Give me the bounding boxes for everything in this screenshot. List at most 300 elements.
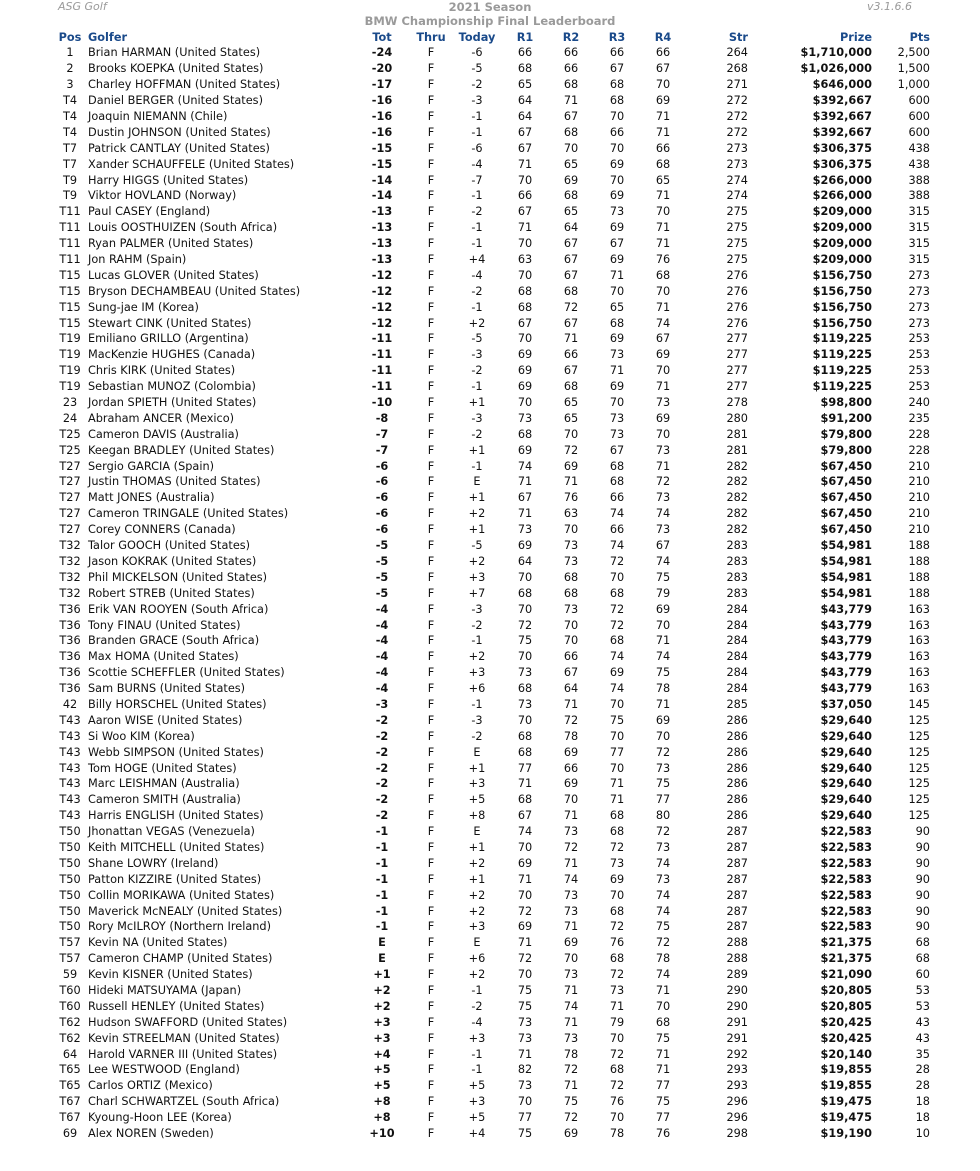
cell-tot: -13 (371, 221, 393, 235)
cell-today: -1 (471, 189, 483, 203)
cell-prize: $156,750 (812, 268, 872, 282)
cell-tot: -5 (375, 570, 389, 584)
cell-r4: 66 (655, 46, 671, 60)
cell-r3: 70 (609, 697, 625, 711)
cell-tot: +1 (373, 968, 391, 982)
cell-today: -2 (471, 618, 483, 632)
cell-r2: 70 (563, 952, 579, 966)
cell-pts: 600 (908, 110, 930, 123)
cell-str: 281 (726, 427, 748, 441)
cell-golfer: Marc LEISHMAN (Australia) (88, 777, 240, 791)
col-pts: Pts (909, 30, 930, 44)
cell-r1: 70 (517, 570, 533, 584)
col-tot: Tot (372, 30, 392, 44)
cell-r2: 68 (563, 570, 579, 584)
cell-pts: 210 (908, 507, 930, 521)
cell-str: 291 (726, 1015, 748, 1029)
leaderboard-body (56, 45, 930, 1141)
cell-pts: 18 (915, 1111, 930, 1125)
cell-r1: 68 (517, 284, 533, 298)
cell-golfer: Patrick CANTLAY (United States) (88, 141, 270, 155)
table-row (56, 172, 930, 188)
cell-prize: $646,000 (812, 78, 872, 92)
table-row (56, 935, 930, 951)
table-row (56, 681, 930, 697)
cell-r2: 74 (563, 872, 579, 886)
cell-r1: 69 (517, 380, 533, 394)
cell-r3: 66 (609, 491, 625, 505)
cell-today: -2 (471, 284, 483, 298)
cell-tot: -13 (371, 253, 393, 267)
cell-pts: 90 (915, 888, 930, 902)
cell-r2: 67 (563, 268, 579, 282)
cell-str: 282 (726, 475, 748, 489)
cell-prize: $22,583 (820, 888, 872, 902)
cell-thru: F (427, 539, 435, 553)
cell-r2: 67 (563, 237, 579, 251)
col-str: Str (728, 30, 748, 44)
cell-pos: T27 (59, 475, 81, 489)
cell-prize: $19,855 (820, 1063, 872, 1077)
cell-thru: F (427, 1015, 435, 1029)
table-row (56, 61, 930, 77)
cell-r4: 71 (655, 110, 671, 123)
cell-r4: 75 (655, 920, 671, 934)
cell-pos: T32 (59, 570, 81, 584)
cell-today: +3 (468, 1031, 486, 1045)
cell-r3: 69 (609, 189, 625, 203)
cell-r4: 75 (655, 1031, 671, 1045)
cell-today: +8 (468, 809, 486, 823)
cell-prize: $119,225 (812, 364, 872, 378)
cell-r1: 67 (517, 316, 533, 330)
cell-pos: T27 (59, 523, 81, 537)
cell-thru: F (427, 761, 435, 775)
cell-str: 287 (726, 904, 748, 918)
cell-tot: -5 (375, 539, 389, 553)
cell-r4: 78 (655, 952, 671, 966)
cell-today: -2 (471, 999, 483, 1013)
cell-r2: 74 (563, 999, 579, 1013)
cell-today: +6 (468, 952, 486, 966)
cell-r1: 70 (517, 713, 533, 727)
cell-r4: 71 (655, 983, 671, 997)
cell-thru: F (427, 1063, 435, 1077)
cell-thru: F (427, 475, 435, 489)
cell-r2: 66 (563, 46, 579, 60)
cell-r4: 67 (655, 332, 671, 346)
table-row (56, 140, 930, 156)
cell-str: 286 (726, 745, 748, 759)
cell-tot: -2 (375, 809, 389, 823)
cell-today: -6 (471, 141, 483, 155)
cell-thru: F (427, 205, 435, 219)
table-row (56, 331, 930, 347)
cell-golfer: Chris KIRK (United States) (88, 364, 236, 378)
cell-pts: 210 (908, 491, 930, 505)
cell-tot: -6 (375, 475, 389, 489)
cell-pos: 1 (66, 46, 74, 60)
cell-r1: 70 (517, 968, 533, 982)
cell-thru: F (427, 983, 435, 997)
cell-thru: F (427, 729, 435, 743)
cell-r3: 76 (609, 1095, 625, 1109)
cell-pos: T7 (62, 157, 78, 171)
table-row (56, 760, 930, 776)
cell-r1: 69 (517, 856, 533, 870)
col-thru: Thru (416, 30, 446, 44)
leaderboard-table (56, 29, 930, 1141)
cell-r4: 72 (655, 475, 671, 489)
cell-golfer: Jhonattan VEGAS (Venezuela) (88, 825, 255, 839)
cell-r4: 76 (655, 1127, 671, 1140)
cell-r1: 72 (517, 904, 533, 918)
cell-thru: F (427, 1031, 435, 1045)
cell-today: -1 (471, 634, 483, 648)
cell-r3: 65 (609, 300, 625, 314)
cell-r3: 72 (609, 602, 625, 616)
cell-pts: 163 (908, 666, 930, 680)
cell-pos: T19 (59, 332, 81, 346)
cell-golfer: Cameron SMITH (Australia) (88, 793, 241, 807)
cell-r1: 67 (517, 809, 533, 823)
cell-r2: 72 (563, 840, 579, 854)
table-row (56, 887, 930, 903)
cell-today: -3 (471, 713, 483, 727)
cell-today: -3 (471, 602, 483, 616)
cell-tot: +2 (373, 983, 391, 997)
cell-pos: T50 (59, 825, 81, 839)
cell-tot: +3 (373, 1031, 391, 1045)
cell-pos: T15 (59, 316, 81, 330)
cell-r1: 64 (517, 554, 533, 568)
cell-prize: $54,981 (820, 539, 872, 553)
cell-r3: 70 (609, 173, 625, 187)
cell-prize: $22,583 (820, 904, 872, 918)
cell-r4: 70 (655, 78, 671, 92)
cell-str: 282 (726, 523, 748, 537)
cell-r1: 73 (517, 1031, 533, 1045)
cell-r1: 77 (517, 1111, 533, 1125)
cell-r3: 70 (609, 761, 625, 775)
cell-pts: 28 (915, 1079, 930, 1093)
cell-r1: 71 (517, 475, 533, 489)
cell-r3: 72 (609, 618, 625, 632)
cell-tot: -2 (375, 745, 389, 759)
cell-tot: -4 (375, 602, 389, 616)
cell-r4: 76 (655, 253, 671, 267)
cell-r1: 65 (517, 78, 533, 92)
cell-pts: 210 (908, 523, 930, 537)
cell-today: -5 (471, 539, 483, 553)
cell-r1: 70 (517, 268, 533, 282)
cell-today: +2 (468, 507, 486, 521)
cell-tot: -15 (371, 141, 393, 155)
cell-r2: 73 (563, 904, 579, 918)
cell-r1: 70 (517, 650, 533, 664)
table-row (56, 379, 930, 395)
cell-r4: 74 (655, 316, 671, 330)
cell-today: +2 (468, 554, 486, 568)
cell-pts: 228 (908, 427, 930, 441)
table-row (56, 983, 930, 999)
cell-tot: -11 (371, 380, 393, 394)
cell-r4: 70 (655, 618, 671, 632)
cell-r1: 68 (517, 427, 533, 441)
cell-pts: 253 (908, 364, 930, 378)
cell-golfer: Harold VARNER III (United States) (88, 1047, 278, 1061)
cell-str: 284 (726, 634, 748, 648)
cell-r2: 71 (563, 475, 579, 489)
cell-thru: F (427, 459, 435, 473)
cell-r2: 71 (563, 856, 579, 870)
cell-pos: T25 (59, 443, 81, 457)
cell-pts: 43 (915, 1031, 930, 1045)
cell-prize: $22,583 (820, 872, 872, 886)
cell-pos: T19 (59, 348, 81, 362)
cell-tot: +8 (373, 1111, 391, 1125)
cell-prize: $67,450 (820, 475, 872, 489)
cell-prize: $67,450 (820, 523, 872, 537)
cell-r4: 70 (655, 284, 671, 298)
cell-r3: 70 (609, 110, 625, 123)
cell-today: +2 (468, 316, 486, 330)
table-row (56, 712, 930, 728)
cell-today: +2 (468, 968, 486, 982)
cell-thru: F (427, 141, 435, 155)
cell-thru: F (427, 332, 435, 346)
cell-str: 284 (726, 650, 748, 664)
table-row (56, 45, 930, 61)
cell-r2: 68 (563, 586, 579, 600)
cell-pts: 600 (908, 94, 930, 108)
cell-tot: -13 (371, 205, 393, 219)
cell-r3: 71 (609, 364, 625, 378)
table-row (56, 1110, 930, 1126)
cell-thru: F (427, 253, 435, 267)
cell-thru: F (427, 125, 435, 139)
cell-prize: $79,800 (820, 443, 872, 457)
cell-r3: 68 (609, 825, 625, 839)
cell-r3: 70 (609, 1031, 625, 1045)
cell-today: +7 (468, 586, 486, 600)
app-name: ASG Golf (58, 0, 107, 13)
cell-golfer: Cameron TRINGALE (United States) (88, 507, 289, 521)
cell-r4: 68 (655, 1015, 671, 1029)
cell-golfer: Daniel BERGER (United States) (88, 94, 263, 108)
cell-golfer: Justin THOMAS (United States) (88, 475, 261, 489)
cell-r3: 79 (609, 1015, 625, 1029)
cell-r2: 67 (563, 253, 579, 267)
cell-prize: $21,090 (820, 968, 872, 982)
cell-r2: 69 (563, 1127, 579, 1140)
cell-r2: 73 (563, 1031, 579, 1045)
cell-tot: -4 (375, 682, 389, 696)
cell-pos: T11 (59, 205, 81, 219)
cell-golfer: Erik VAN ROOYEN (South Africa) (88, 602, 269, 616)
cell-r4: 73 (655, 761, 671, 775)
cell-r3: 68 (609, 809, 625, 823)
table-row (56, 903, 930, 919)
cell-r2: 67 (563, 316, 579, 330)
cell-pts: 240 (908, 396, 930, 410)
cell-prize: $1,710,000 (800, 46, 872, 60)
table-row (56, 585, 930, 601)
cell-golfer: Kevin STREELMAN (United States) (88, 1031, 280, 1045)
cell-today: +1 (468, 523, 486, 537)
cell-pts: 438 (908, 141, 930, 155)
table-row (56, 220, 930, 236)
cell-thru: F (427, 237, 435, 251)
cell-tot: -11 (371, 332, 393, 346)
cell-r1: 70 (517, 332, 533, 346)
cell-r1: 69 (517, 443, 533, 457)
cell-r4: 73 (655, 396, 671, 410)
table-row (56, 1062, 930, 1078)
cell-r3: 73 (609, 856, 625, 870)
cell-r3: 67 (609, 62, 625, 76)
cell-r3: 70 (609, 141, 625, 155)
cell-r2: 73 (563, 539, 579, 553)
cell-prize: $306,375 (812, 141, 872, 155)
cell-pos: T67 (59, 1095, 81, 1109)
cell-r4: 79 (655, 586, 671, 600)
cell-thru: F (427, 268, 435, 282)
cell-prize: $19,475 (820, 1095, 872, 1109)
cell-golfer: Sung-jae IM (Korea) (88, 300, 199, 314)
cell-pts: 315 (908, 253, 930, 267)
cell-r2: 68 (563, 78, 579, 92)
cell-str: 286 (726, 729, 748, 743)
cell-pos: T50 (59, 904, 81, 918)
cell-pos: 42 (62, 697, 78, 711)
cell-r2: 68 (563, 380, 579, 394)
cell-today: -4 (471, 157, 483, 171)
cell-tot: -6 (375, 491, 389, 505)
cell-r3: 72 (609, 1079, 625, 1093)
cell-prize: $156,750 (812, 284, 872, 298)
cell-r4: 69 (655, 411, 671, 425)
cell-tot: +8 (373, 1095, 391, 1109)
cell-pts: 60 (915, 968, 930, 982)
cell-str: 288 (726, 936, 748, 950)
cell-r2: 69 (563, 936, 579, 950)
cell-r4: 74 (655, 554, 671, 568)
cell-r1: 70 (517, 396, 533, 410)
cell-thru: F (427, 634, 435, 648)
cell-golfer: Viktor HOVLAND (Norway) (88, 189, 237, 203)
cell-tot: -12 (371, 316, 393, 330)
cell-r3: 66 (609, 523, 625, 537)
cell-pos: T15 (59, 300, 81, 314)
cell-r3: 72 (609, 920, 625, 934)
cell-r4: 67 (655, 539, 671, 553)
cell-r3: 68 (609, 475, 625, 489)
table-row (56, 426, 930, 442)
cell-today: -1 (471, 697, 483, 711)
cell-today: +5 (468, 1079, 486, 1093)
cell-today: +4 (468, 253, 486, 267)
cell-str: 283 (726, 586, 748, 600)
cell-tot: -1 (375, 920, 389, 934)
cell-r4: 74 (655, 507, 671, 521)
cell-r2: 76 (563, 491, 579, 505)
cell-r1: 74 (517, 459, 533, 473)
cell-prize: $22,583 (820, 840, 872, 854)
cell-r1: 69 (517, 364, 533, 378)
cell-str: 287 (726, 920, 748, 934)
cell-str: 271 (726, 78, 748, 92)
cell-r4: 69 (655, 348, 671, 362)
cell-pos: T36 (59, 682, 81, 696)
cell-r3: 68 (609, 316, 625, 330)
cell-r3: 72 (609, 968, 625, 982)
cell-golfer: Scottie SCHEFFLER (United States) (88, 666, 285, 680)
cell-r4: 74 (655, 650, 671, 664)
cell-tot: +10 (369, 1127, 395, 1140)
cell-today: E (473, 475, 481, 489)
cell-thru: F (427, 380, 435, 394)
cell-r3: 75 (609, 713, 625, 727)
cell-pts: 90 (915, 856, 930, 870)
col-prize: Prize (840, 30, 872, 44)
cell-r3: 70 (609, 396, 625, 410)
header-row (56, 29, 930, 45)
table-row (56, 204, 930, 220)
cell-pos: T7 (62, 141, 78, 155)
cell-thru: F (427, 650, 435, 664)
cell-thru: F (427, 952, 435, 966)
cell-today: -3 (471, 94, 483, 108)
cell-thru: F (427, 872, 435, 886)
cell-str: 275 (726, 205, 748, 219)
cell-r4: 78 (655, 682, 671, 696)
cell-r2: 66 (563, 650, 579, 664)
cell-pts: 388 (908, 189, 930, 203)
cell-r3: 73 (609, 983, 625, 997)
cell-golfer: Lee WESTWOOD (England) (88, 1063, 240, 1077)
cell-str: 277 (726, 348, 748, 362)
cell-pos: T65 (59, 1063, 81, 1077)
cell-prize: $20,425 (820, 1015, 872, 1029)
cell-r2: 68 (563, 189, 579, 203)
cell-tot: -15 (371, 157, 393, 171)
cell-r1: 71 (517, 872, 533, 886)
cell-thru: F (427, 316, 435, 330)
cell-r1: 71 (517, 936, 533, 950)
cell-golfer: Talor GOOCH (United States) (88, 539, 251, 553)
cell-r2: 72 (563, 1063, 579, 1077)
cell-r2: 72 (563, 1111, 579, 1125)
cell-r1: 73 (517, 1079, 533, 1093)
cell-golfer: Billy HORSCHEL (United States) (88, 697, 267, 711)
cell-today: E (473, 936, 481, 950)
cell-r3: 70 (609, 570, 625, 584)
cell-r3: 72 (609, 554, 625, 568)
cell-r2: 73 (563, 968, 579, 982)
cell-today: +3 (468, 920, 486, 934)
cell-r3: 66 (609, 125, 625, 139)
cell-r3: 71 (609, 999, 625, 1013)
cell-r3: 72 (609, 1047, 625, 1061)
cell-pts: 315 (908, 205, 930, 219)
cell-r1: 71 (517, 777, 533, 791)
cell-r3: 70 (609, 888, 625, 902)
cell-prize: $54,981 (820, 554, 872, 568)
cell-r3: 73 (609, 348, 625, 362)
season-label: 2021 Season (448, 0, 532, 14)
cell-pos: T43 (59, 777, 81, 791)
